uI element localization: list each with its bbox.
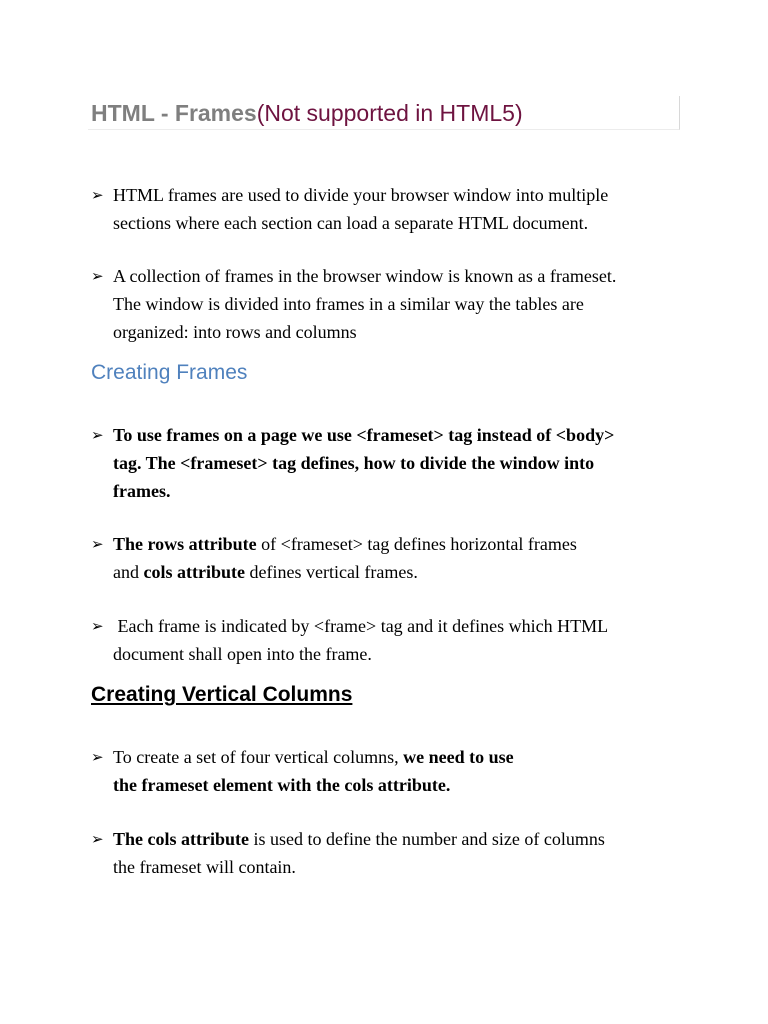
bullet-text: and — [113, 562, 144, 582]
bullet-line — [91, 743, 691, 771]
bullet-line: Each frame is indicated by <frame> tag and it defines which HTML — [113, 616, 609, 636]
bold-term: cols attribute — [143, 562, 245, 582]
bullet-text: To create a set of four vertical columns, — [113, 747, 404, 767]
bullet-line: HTML frames are used to divide your browser window into multiple — [113, 185, 609, 205]
page-title — [91, 98, 523, 128]
section-heading-creating-frames: Creating Frames — [91, 361, 248, 384]
bullet-arrow-icon: ➢ — [91, 267, 104, 285]
frames-bullet-3 — [91, 612, 691, 668]
bullet-text: is used to define the number and size of columns — [248, 829, 605, 849]
bullet-line: tag. The <frameset> tag defines, how to divide the window into — [113, 453, 595, 473]
bullet-arrow-icon: ➢ — [91, 748, 104, 766]
bullet-line: sections where each section can load a separate HTML document. — [113, 213, 589, 233]
bullet-text: of <frameset> tag defines horizontal frames — [256, 534, 577, 554]
bullet-arrow-icon: ➢ — [91, 535, 104, 553]
bullet-line: organized: into rows and columns — [113, 322, 357, 342]
bullet-line — [91, 825, 691, 853]
bullet-arrow-icon: ➢ — [91, 426, 104, 444]
bullet-arrow-icon: ➢ — [91, 186, 104, 204]
bullet-line: To use frames on a page we use <frameset> tag instead of <body> — [113, 425, 615, 445]
columns-bullet-2 — [91, 825, 691, 881]
intro-bullet-1 — [91, 181, 691, 237]
bold-term: the frameset element with the cols attribute. — [113, 775, 451, 795]
page-title-main: HTML - Frames — [91, 100, 257, 126]
section-heading-vertical-columns: Creating Vertical Columns — [91, 683, 353, 706]
bold-term: The rows attribute — [113, 534, 257, 554]
page-title-note: (Not supported in HTML5) — [256, 100, 523, 126]
bullet-arrow-icon: ➢ — [91, 617, 104, 635]
bullet-line: document shall open into the frame. — [113, 644, 372, 664]
frames-bullet-2 — [91, 530, 691, 586]
bullet-text: defines vertical frames. — [244, 562, 418, 582]
bold-term: The cols attribute — [113, 829, 249, 849]
bold-term: we need to use — [403, 747, 514, 767]
bullet-line — [91, 771, 691, 799]
bullet-line: The window is divided into frames in a similar way the tables are — [113, 294, 584, 314]
columns-bullet-1 — [91, 743, 691, 799]
bullet-arrow-icon: ➢ — [91, 830, 104, 848]
bullet-line: frames. — [113, 481, 171, 501]
intro-bullet-2 — [91, 262, 691, 346]
frames-bullet-1 — [91, 421, 691, 505]
bullet-line: A collection of frames in the browser window is known as a frameset. — [113, 266, 617, 286]
bullet-line — [91, 558, 691, 586]
bullet-line — [91, 530, 691, 558]
bullet-line: the frameset will contain. — [113, 857, 296, 877]
